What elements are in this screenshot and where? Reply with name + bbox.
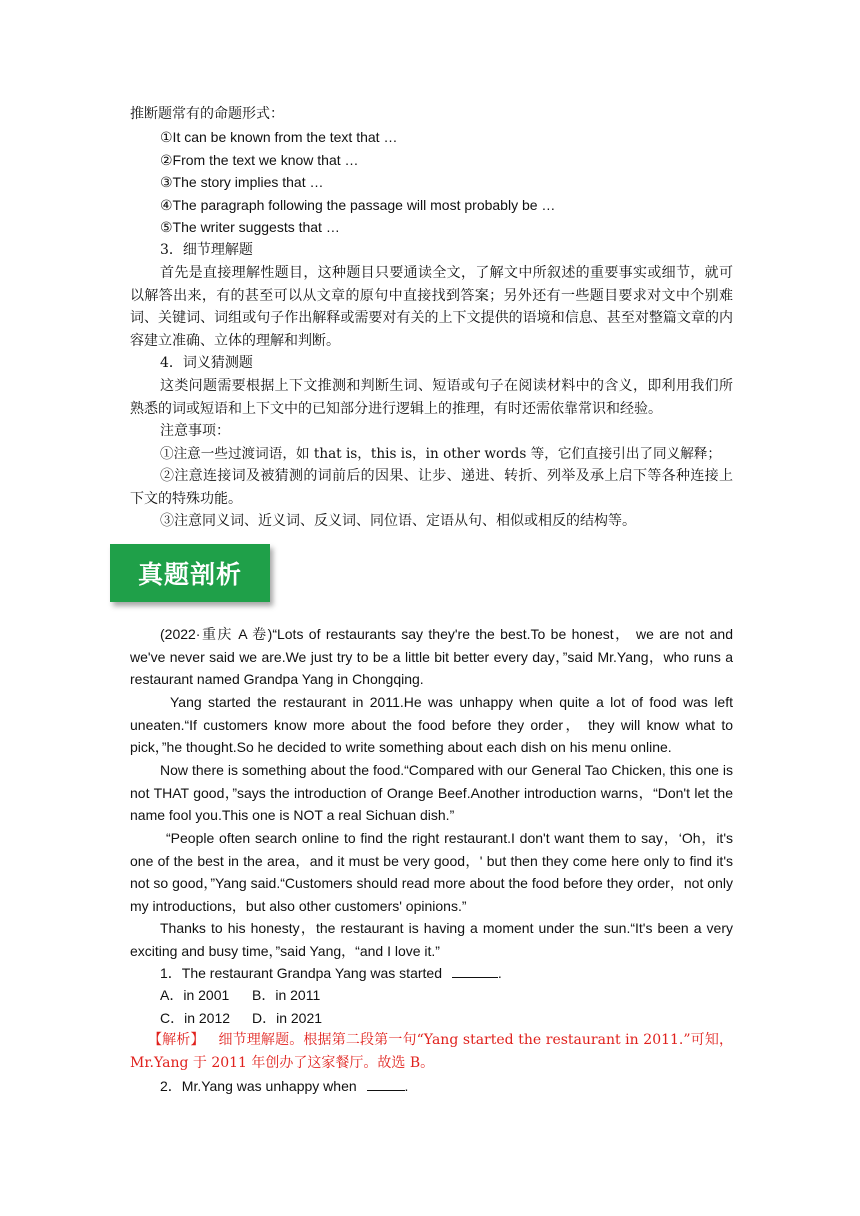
analysis-tag: 【解析】 <box>148 1032 205 1048</box>
q1-option-b: B．in 2011 <box>252 987 321 1003</box>
inference-form-4: ④The paragraph following the passage will most probably be … <box>160 197 556 213</box>
note-1: ①注意一些过渡词语，如 that is，this is，in other words 等，它们直接引出了同义解释； <box>160 446 721 462</box>
section-badge <box>110 544 270 602</box>
passage-paragraph-5: Thanks to his honesty，the restaurant is having a moment under the sun.“It's been a very exciting and busy time，”said Yang，“and I love it.” <box>130 920 733 959</box>
q1-option-d: D．in 2021 <box>252 1010 323 1026</box>
inference-form-1: ①It can be known from the text that … <box>160 129 398 145</box>
passage-paragraph-1: (2022·重庆 A 卷)“Lots of restaurants say they're the best.To be honest， we are not and we've never said we are.We just try to be a little bit better every day，”said Mr.Yang，who runs a restaurant named Grandpa Yang in Chongqing. <box>130 626 733 688</box>
question-2-end: . <box>404 1078 409 1094</box>
q1-option-a: A．in 2001 <box>160 987 230 1003</box>
answer-blank-2 <box>367 1078 405 1091</box>
question-1 <box>160 962 502 984</box>
notes-title: 注意事项： <box>160 423 230 439</box>
passage-paragraph-3: Now there is something about the food.“Compared with our General Tao Chicken, this one is not THAT good，”says the introduction of Orange Beef.Another introduction warns，“Don't let the name fool you.This one is NOT a real Sichuan dish.” <box>130 762 733 824</box>
note-2: ②注意连接词及被猜测的词前后的因果、让步、递进、转折、列举及承上启下等各种连接上下文的特殊功能。 <box>130 468 733 507</box>
answer-blank-1 <box>452 965 498 978</box>
section-4-body: 这类问题需要根据上下文推测和判断生词、短语或句子在阅读材料中的含义，即利用我们所熟悉的词或短语和上下文中的已知部分进行逻辑上的推理，有时还需依靠常识和经验。 <box>130 378 733 417</box>
q1-option-c: C．in 2012 <box>160 1010 231 1026</box>
question-1-end: . <box>497 965 502 981</box>
analysis-text: 细节理解题。根据第二段第一句“Yang started the restaurant in 2011.”可知，Mr.Yang 于 2011 年创办了这家餐厅。故选 B。 <box>130 1032 733 1071</box>
question-2 <box>160 1075 408 1097</box>
passage-paragraph-4: “People often search online to find the right restaurant.I don't want them to say，‘Oh，it's one of the best in the area，and it must be very good，' but then they come here only to find it's not so good，”Yang said.“Customers should read more about the food before they order，not only my introductions，but also other customers' opinions.” <box>130 830 733 914</box>
inference-form-3: ③The story implies that … <box>160 174 324 190</box>
section-3-title: 3．细节理解题 <box>160 242 253 258</box>
inference-form-2: ②From the text we know that … <box>160 152 359 168</box>
question-2-text: 2．Mr.Yang was unhappy when <box>160 1078 357 1094</box>
passage-paragraph-2: Yang started the restaurant in 2011.He was unhappy when quite a lot of food was left uneaten.“If customers know more about the food before they order， they will know what to pick，”he thought.So he decided to write something about each dish on his menu online. <box>130 694 733 756</box>
note-3: ③注意同义词、近义词、反义词、同位语、定语从句、相似或相反的结构等。 <box>160 513 636 529</box>
section-3-body: 首先是直接理解性题目，这种题目只要通读全文，了解文中所叙述的重要事实或细节，就可以解答出来，有的甚至可以从文章的原句中直接找到答案；另外还有一些题目要求对文中个别难词、关键词、词组或句子作出解释或需要对有关的上下文提供的语境和信息、甚至对整篇文章的内容建立准确、立体的理解和判断。 <box>130 265 733 349</box>
section-4-title: 4．词义猜测题 <box>160 355 253 371</box>
inference-form-5: ⑤The writer suggests that … <box>160 219 340 235</box>
section-badge-label: 真题剖析 <box>137 560 242 589</box>
analysis-block <box>130 1029 733 1074</box>
question-1-text: 1．The restaurant Grandpa Yang was started <box>160 965 442 981</box>
inference-intro: 推断题常有的命题形式： <box>130 106 284 122</box>
